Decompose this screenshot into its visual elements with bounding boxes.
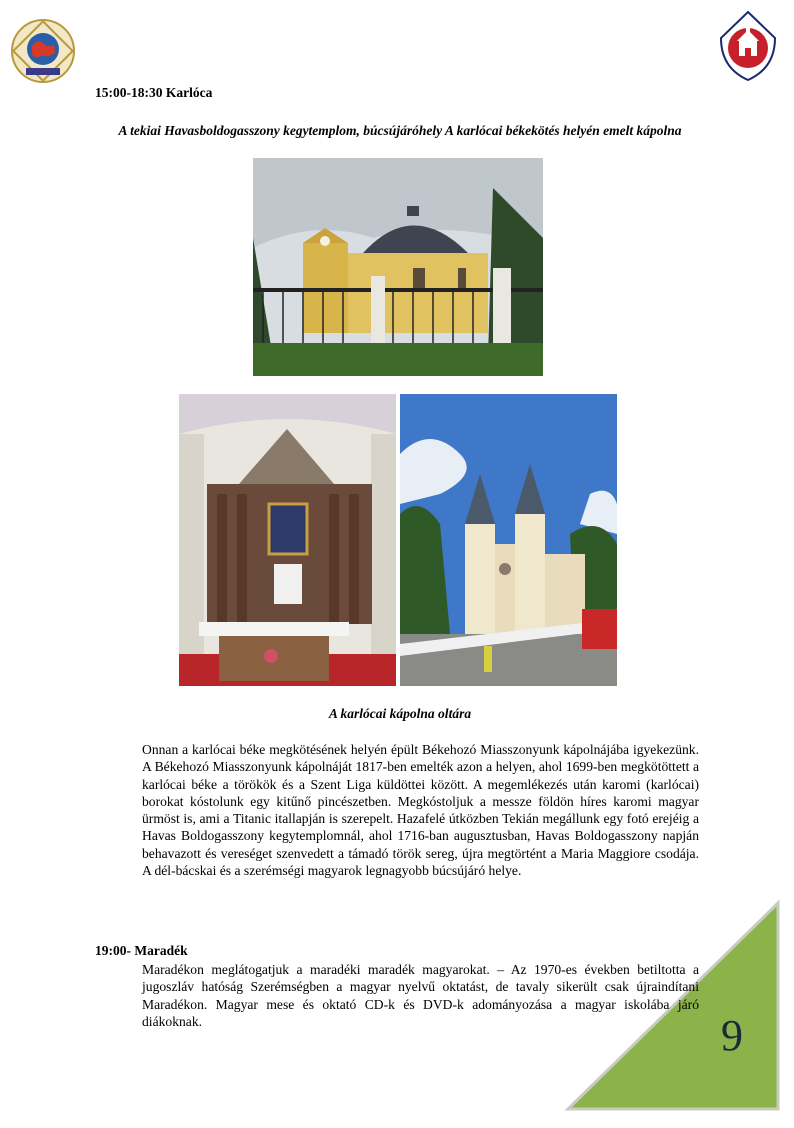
caption-top: A tekiai Havasboldogasszony kegytemplom, búcsújáróhely A karlócai békekötés helyén emelt kápolna xyxy=(118,123,682,138)
church-crest-logo-icon xyxy=(715,10,781,82)
page-number: 9 xyxy=(721,1011,743,1060)
section2-time: 19:00- xyxy=(95,943,131,958)
paragraph-maradek: Maradékon meglátogatjuk a maradéki maradék magyarokat. – Az 1970-es években betiltotta a jugoszláv hatóság Szerémségben a magyar nyelvű oktatást, de tavaly sikerült csak újraindítani Maradékon. Magyar mese és oktató CD-k és DVD-k adományozása a magyar iskolába járó diákoknak. xyxy=(142,962,699,1029)
globe-logo-icon xyxy=(10,18,76,84)
tekia-church-photo xyxy=(400,394,617,686)
paragraph-karloca: Onnan a karlócai béke megkötésének helyén épült Békehozó Miasszonyunk kápolnájába igyekezünk. A Békehozó Miasszonyunk kápolnáját 1817-ben emelték azon a helyen, ahol 1699-ben megkötöttett a karlócai béke a törökök és a Szent Liga küldöttei között. A megemlékezés után karomi (karlócai) borokat kóstolunk egy kitűnő pincészetben. Megkóstoljuk a messze földön híres karomi magyar ürmöst is, ami a Titanic itallapján is szerepelt. Hazafelé útközben Tekián megállunk egy fotó erejéig a Havas Boldogasszony kegytemplomnál, ahol 1716-ban augusztusban, Havas Boldogasszony napján behavazott és vereséget szenvedett a támadó török sereg, újra megtörtént a Maria Maggiore csodája. A dél-bácskai és a szerémségi magyarok legnagyobb búcsújáró helye. xyxy=(142,742,699,879)
section2-heading xyxy=(95,943,188,959)
chapel-exterior-photo xyxy=(253,158,543,376)
caption-bottom: A karlócai kápolna oltára xyxy=(328,706,472,721)
section-heading: 15:00-18:30 Karlóca xyxy=(95,85,213,100)
section2-title: Maradék xyxy=(134,943,188,958)
chapel-altar-photo xyxy=(179,394,396,686)
